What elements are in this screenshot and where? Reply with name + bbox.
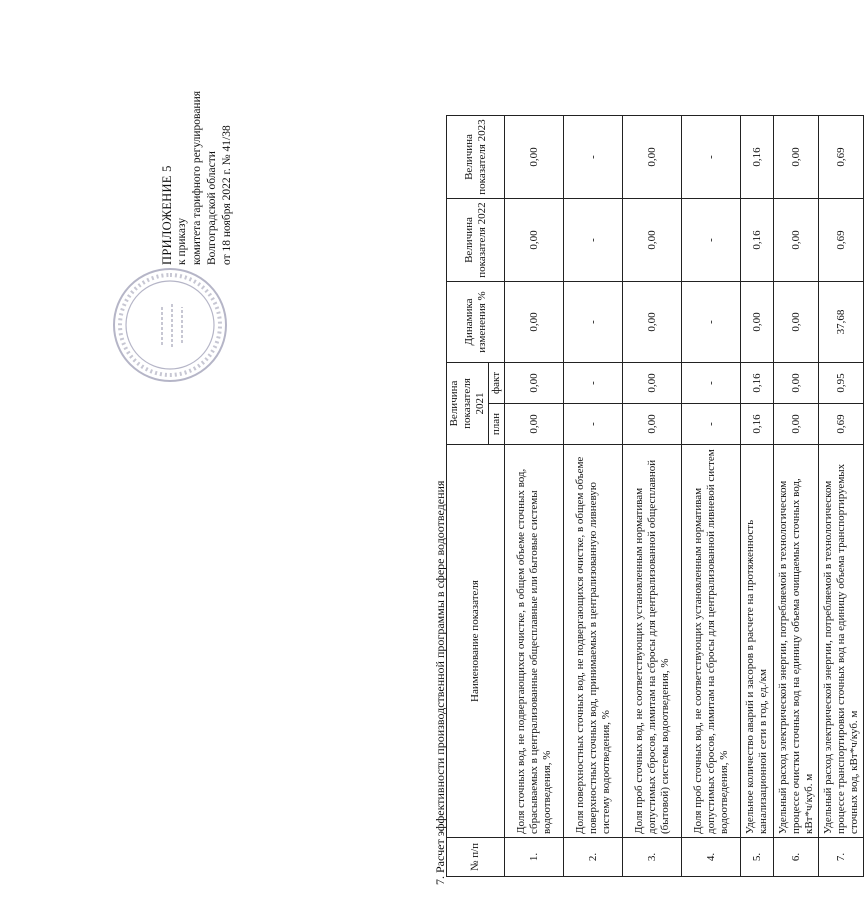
table-row: [564, 116, 623, 877]
row-plan: -: [564, 404, 623, 445]
row-value-2023: 0,16: [741, 116, 774, 199]
appendix-title: ПРИЛОЖЕНИЕ 5: [160, 165, 174, 265]
row-dynamics: -: [682, 282, 741, 363]
row-plan: 0,69: [819, 404, 864, 445]
section-title: 7. Расчет эффективности производственной программы в сфере водоотведения: [433, 480, 447, 885]
row-value-2022: -: [682, 199, 741, 282]
row-name: Доля проб сточных вод, не соответствующих установленным нормативам допустимых сбросов, лимитам на сбросы для централизованной ливневой систем водоотведения, %: [682, 445, 741, 838]
row-fact: 0,16: [741, 363, 774, 404]
row-dynamics: 0,00: [741, 282, 774, 363]
row-value-2022: 0,00: [774, 199, 819, 282]
row-name: Удельный расход электрической энергии, потребляемой в технологическом процессе транспортировки сточных вод на единицу объема транспортируемых сточных вод, кВт*ч/куб. м: [819, 445, 864, 838]
table-row: [741, 116, 774, 877]
row-dynamics: -: [564, 282, 623, 363]
table-row: [505, 116, 564, 877]
row-name: Удельный расход электрической энергии, потребляемой в технологическом процессе очистки сточных вод на единицу объема очищаемых сточных вод, кВт*ч/куб. м: [774, 445, 819, 838]
header-name: Наименование показателя: [447, 445, 505, 838]
row-plan: -: [682, 404, 741, 445]
row-num: 4.: [682, 838, 741, 877]
row-value-2023: -: [564, 116, 623, 199]
row-plan: 0,00: [623, 404, 682, 445]
row-num: 2.: [564, 838, 623, 877]
table-row: [682, 116, 741, 877]
row-value-2022: 0,00: [505, 199, 564, 282]
row-plan: 0,00: [774, 404, 819, 445]
row-value-2023: 0,00: [505, 116, 564, 199]
row-plan: 0,00: [505, 404, 564, 445]
row-dynamics: 37,68: [819, 282, 864, 363]
header-value-2021: Величина показателя 2021: [447, 363, 489, 445]
appendix-line-4: от 18 ноября 2022 г. № 41/38: [221, 125, 233, 265]
row-name: Доля поверхностных сточных вод, не подвергающихся очистке, в общем объеме поверхностных сточных вод, принимаемых в централизованную ливневую систему водоотведения, %: [564, 445, 623, 838]
row-value-2022: 0,69: [819, 199, 864, 282]
row-num: 5.: [741, 838, 774, 877]
row-num: 6.: [774, 838, 819, 877]
header-value-2023: Величина показателя 2023: [447, 116, 505, 199]
row-fact: 0,00: [623, 363, 682, 404]
row-value-2023: 0,00: [623, 116, 682, 199]
row-name: Доля сточных вод, не подвергающихся очистке, в общем объеме сточных вод, сбрасываемых в централизованные общесплавные или бытовые системы водоотведения, %: [505, 445, 564, 838]
row-fact: -: [564, 363, 623, 404]
header-plan: план: [489, 404, 505, 445]
row-fact: 0,95: [819, 363, 864, 404]
header-value-2022: Величина показателя 2022: [447, 199, 505, 282]
row-value-2023: 0,69: [819, 116, 864, 199]
appendix-line-1: к приказу: [176, 217, 188, 265]
row-num: 1.: [505, 838, 564, 877]
appendix-header: [160, 35, 235, 265]
row-plan: 0,16: [741, 404, 774, 445]
efficiency-table: [446, 115, 864, 877]
row-value-2022: -: [564, 199, 623, 282]
row-num: 7.: [819, 838, 864, 877]
table-row: [819, 116, 864, 877]
row-name: Доля проб сточных вод, не соответствующих установленным нормативам допустимых сбросов, лимитам на сбросы для централизованной общесплавной (бытовой) системы водоотведения, %: [623, 445, 682, 838]
round-seal-icon: [110, 265, 230, 385]
row-num: 3.: [623, 838, 682, 877]
table-row: [774, 116, 819, 877]
row-value-2022: 0,00: [623, 199, 682, 282]
row-value-2022: 0,16: [741, 199, 774, 282]
row-fact: -: [682, 363, 741, 404]
row-value-2023: -: [682, 116, 741, 199]
table-row: [623, 116, 682, 877]
row-dynamics: 0,00: [774, 282, 819, 363]
header-dynamics: Динамика изменения %: [447, 282, 505, 363]
row-name: Удельное количество аварий и засоров в расчете на протяженность канализационной сети в год, ед./км: [741, 445, 774, 838]
header-num: № п/п: [447, 838, 505, 877]
row-dynamics: 0,00: [505, 282, 564, 363]
appendix-line-2: комитета тарифного регулирования: [191, 90, 203, 265]
row-fact: 0,00: [505, 363, 564, 404]
row-value-2023: 0,00: [774, 116, 819, 199]
row-dynamics: 0,00: [623, 282, 682, 363]
header-fact: факт: [489, 363, 505, 404]
row-fact: 0,00: [774, 363, 819, 404]
appendix-line-3: Волгоградской области: [206, 151, 218, 265]
